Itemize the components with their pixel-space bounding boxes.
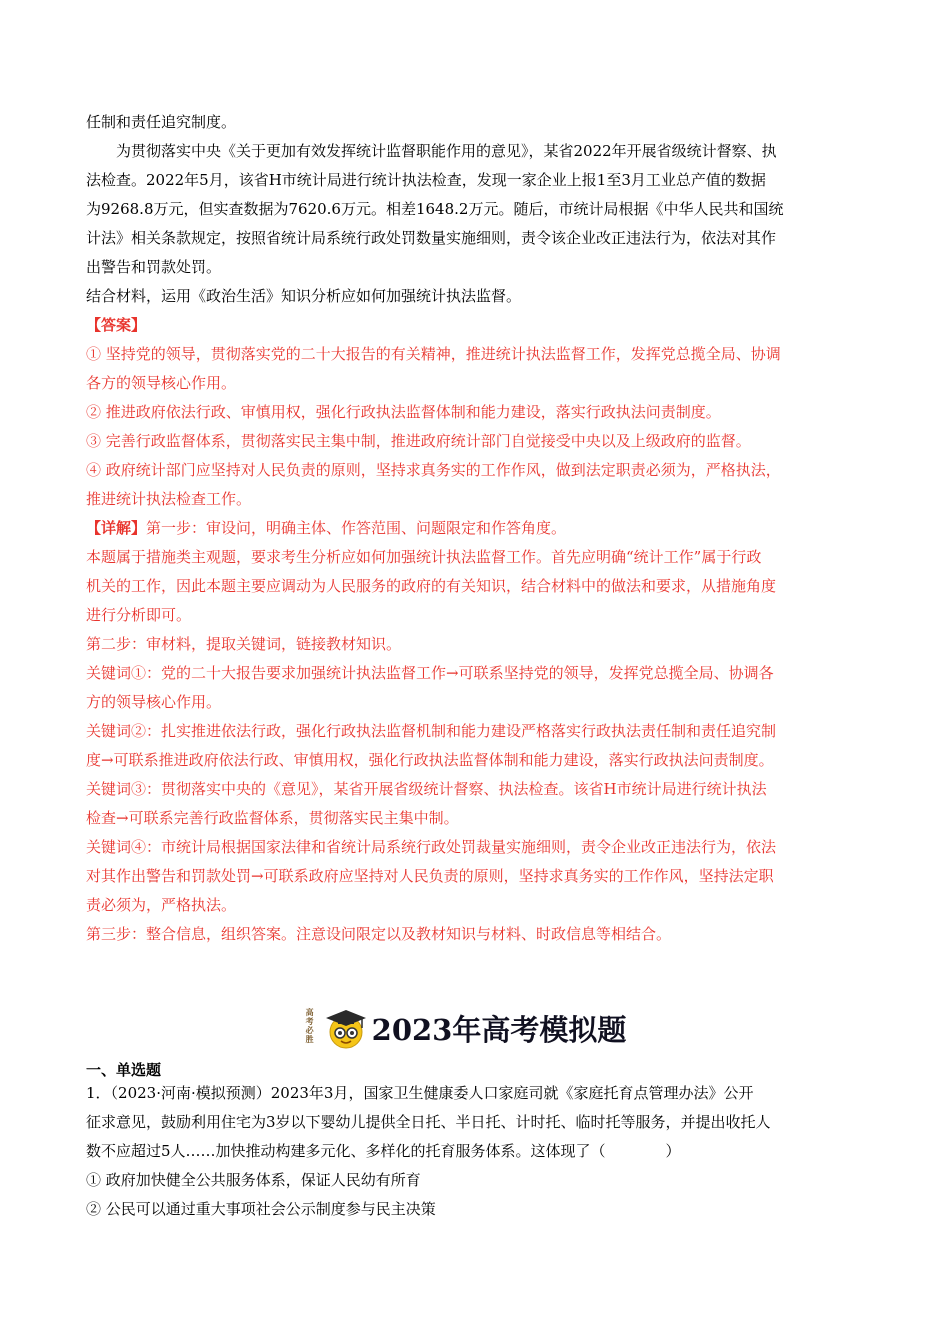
option-line: ① 政府加快健全公共服务体系，保证人民幼有所育 [86, 1171, 421, 1189]
section-banner [0, 1006, 950, 1050]
analysis-line: 对其作出警告和罚款处罚→可联系政府应坚持对人民负责的原则，坚持求真务实的工作作风，坚持法定职 [86, 867, 774, 885]
analysis-line: 进行分析即可。 [86, 606, 192, 624]
analysis-line: 本题属于措施类主观题，要求考生分析应如何加强统计执法监督工作。首先应明确“统计工作”属于行政 [86, 548, 762, 566]
analysis-step-one: 第一步：审设问，明确主体、作答范围、问题限定和作答角度。 [146, 519, 567, 537]
material-line: 为贯彻落实中央《关于更加有效发挥统计监督职能作用的意见》，某省2022年开展省级统计督察、执 [116, 142, 777, 160]
material-line: 计法》相关条款规定，按照省统计局系统行政处罚数量实施细则，责令该企业改正违法行为，依法对其作 [86, 229, 777, 247]
answer-label: 【答案】 [86, 316, 147, 334]
answer-line: 推进统计执法检查工作。 [86, 490, 252, 508]
answer-line: ② 推进政府依法行政、审慎用权，强化行政执法监督体制和能力建设，落实行政执法问责制度。 [86, 403, 721, 421]
answer-line: ④ 政府统计部门应坚持对人民负责的原则，坚持求真务实的工作作风，做到法定职责必须为，严格执法， [86, 461, 781, 479]
question-line: 征求意见，鼓励利用住宅为3岁以下婴幼儿提供全日托、半日托、计时托、临时托等服务，并提出收托人 [86, 1113, 771, 1131]
analysis-line: 方的领导核心作用。 [86, 693, 222, 711]
analysis-line: 第三步：整合信息，组织答案。注意设问限定以及教材知识与材料、时政信息等相结合。 [86, 925, 672, 943]
section-heading: 一、单选题 [86, 1061, 162, 1079]
option-line: ② 公民可以通过重大事项社会公示制度参与民主决策 [86, 1200, 436, 1218]
analysis-line: 责必须为，严格执法。 [86, 896, 237, 914]
analysis-line: 关键词④：市统计局根据国家法律和省统计局系统行政处罚裁量实施细则，责令企业改正违法行为，依法 [86, 838, 777, 856]
material-line: 法检查。2022年5月，该省H市统计局进行统计执法检查，发现一家企业上报1至3月工业总产值的数据 [86, 171, 766, 189]
analysis-first-line [86, 514, 866, 543]
answer-line: ① 坚持党的领导，贯彻落实党的二十大报告的有关精神，推进统计执法监督工作，发挥党总揽全局、协调 [86, 345, 781, 363]
analysis-line: 第二步：审材料，提取关键词，链接教材知识。 [86, 635, 402, 653]
material-line: 任制和责任追究制度。 [86, 113, 237, 131]
analysis-line: 关键词③：贯彻落实中央的《意见》，某省开展省级统计督察、执法检查。该省H市统计局进行统计执法 [86, 780, 767, 798]
analysis-line: 关键词①：党的二十大报告要求加强统计执法监督工作→可联系坚持党的领导，发挥党总揽全局、协调各 [86, 664, 774, 682]
question-line: 数不应超过5人……加快推动构建多元化、多样化的托育服务体系。这体现了（ ） [86, 1142, 681, 1160]
answer-line: 各方的领导核心作用。 [86, 374, 237, 392]
document-body [86, 108, 866, 949]
material-line: 为9268.8万元，但实查数据为7620.6万元。相差1648.2万元。随后，市统计局根据《中华人民共和国统 [86, 200, 784, 218]
question-prompt: 结合材料，运用《政治生活》知识分析应如何加强统计执法监督。 [86, 287, 522, 305]
question-section [86, 1061, 866, 1224]
analysis-line: 关键词②：扎实推进依法行政，强化行政执法监督机制和能力建设严格落实行政执法责任制和责任追究制 [86, 722, 777, 740]
analysis-label: 【详解】 [86, 519, 147, 537]
material-line: 出警告和罚款处罚。 [86, 258, 222, 276]
analysis-line: 度→可联系推进政府依法行政、审慎用权，强化行政执法监督体制和能力建设，落实行政执法问责制度。 [86, 751, 774, 769]
mascot-tag: 高考必胜 [305, 1007, 314, 1044]
analysis-line: 机关的工作，因此本题主要应调动为人民服务的政府的有关知识，结合材料中的做法和要求，从措施角度 [86, 577, 777, 595]
question-line: 1．（2023·河南·模拟预测）2023年3月，国家卫生健康委人口家庭司就《家庭托育点管理办法》公开 [86, 1084, 754, 1102]
analysis-line: 检查→可联系完善行政监督体系，贯彻落实民主集中制。 [86, 809, 459, 827]
section-title: 2023年高考模拟题 [371, 1012, 627, 1047]
answer-line: ③ 完善行政监督体系，贯彻落实民主集中制，推进政府统计部门自觉接受中央以及上级政府的监督。 [86, 432, 751, 450]
graduation-cap-smiley-icon [305, 1006, 368, 1050]
